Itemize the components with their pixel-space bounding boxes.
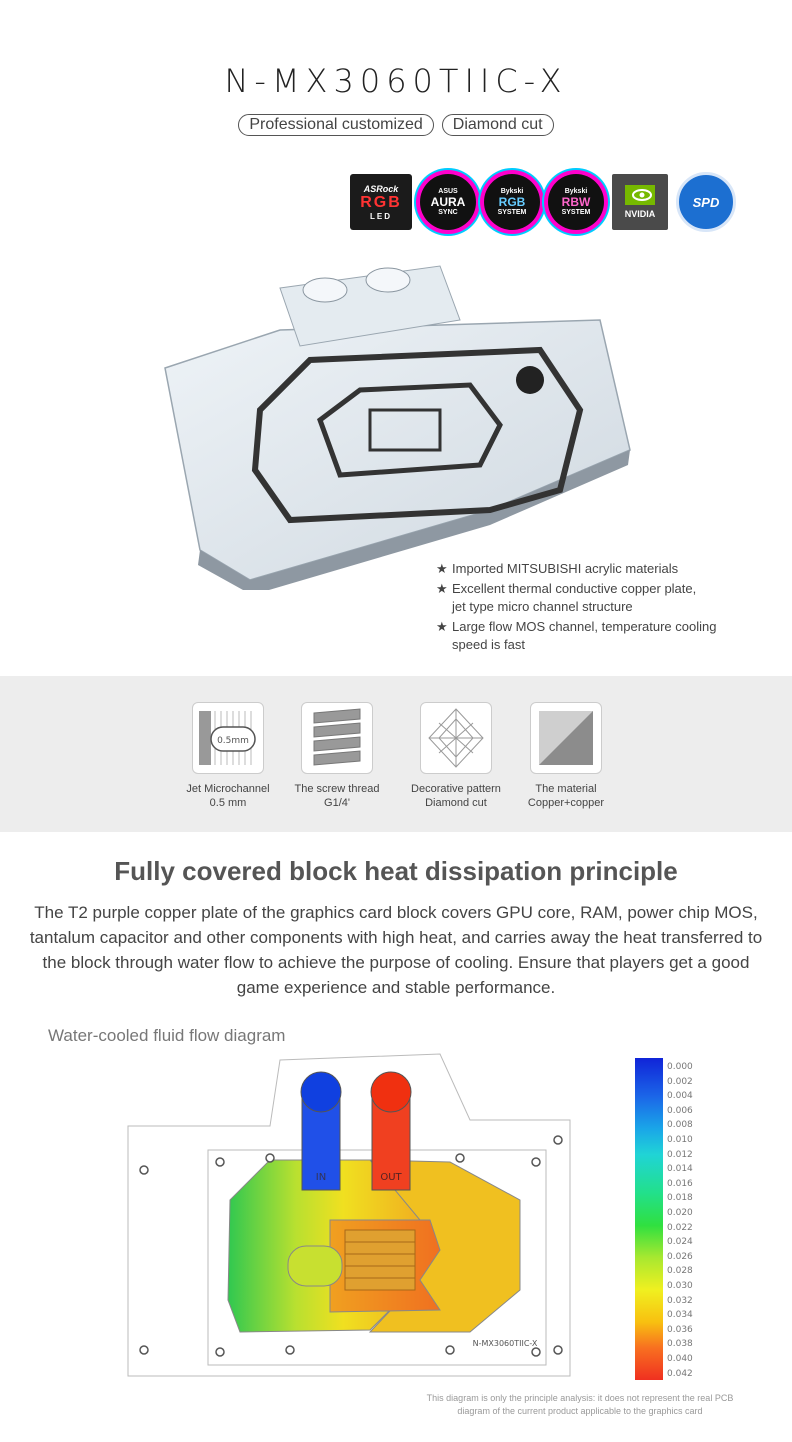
legend-tick-label: 0.010 <box>667 1135 693 1145</box>
feature-item <box>436 580 716 616</box>
spec-label: The material <box>535 783 597 795</box>
feature-text-cont: speed is fast <box>452 637 525 652</box>
pill-professional: Professional customized <box>238 114 433 136</box>
spd-logo <box>676 172 736 232</box>
legend-tick-label: 0.002 <box>667 1076 693 1087</box>
legend-tick-label: 0.008 <box>667 1120 693 1131</box>
logo-text: ASUS <box>438 188 458 195</box>
water-block-product-image <box>160 250 640 590</box>
logo-text: SYNC <box>438 209 458 216</box>
star-icon: ★ <box>436 619 448 634</box>
disclaimer-line: diagram of the current product applicable to the graphics card <box>457 1406 703 1416</box>
legend-tick-label: 0.024 <box>667 1237 693 1248</box>
logo-text: SYSTEM <box>561 209 591 216</box>
diagram-disclaimer <box>380 1392 780 1418</box>
color-scale-bar <box>635 1058 663 1380</box>
legend-tick-label: 0.042 <box>667 1368 693 1379</box>
feature-text: Excellent thermal conductive copper plate, <box>452 581 697 596</box>
feature-text: Imported MITSUBISHI acrylic materials <box>452 561 679 576</box>
nvidia-eye-icon <box>625 185 655 205</box>
microchannel-icon <box>192 702 264 774</box>
spec-value: 0.5 mm <box>209 797 247 809</box>
legend-tick-label: 0.026 <box>667 1251 693 1262</box>
disclaimer-line: This diagram is only the principle analysis: it does not represent the real PCB <box>426 1393 734 1403</box>
spec-value: Diamond cut <box>425 797 487 809</box>
logo-text: ASRock <box>363 183 399 194</box>
compatibility-logos <box>350 172 736 232</box>
asrock-rgb-logo <box>350 174 412 230</box>
spec-label: Jet Microchannel <box>186 783 270 795</box>
legend-tick-label: 0.032 <box>667 1295 693 1306</box>
diagram-title: Water-cooled fluid flow diagram <box>48 1026 286 1045</box>
logo-text: RBW <box>561 195 591 209</box>
legend-tick-label: 0.036 <box>667 1324 693 1335</box>
spec-label: The screw thread <box>294 783 380 795</box>
logo-text: RGB <box>498 195 526 209</box>
legend-tick-label: 0.014 <box>667 1164 693 1175</box>
spec-value: Copper+copper <box>527 797 605 809</box>
logo-text: Bykski <box>564 188 588 195</box>
spec-value: G1/4' <box>324 797 350 809</box>
section-heading: Fully covered block heat dissipation principle <box>114 856 678 886</box>
nvidia-logo <box>612 174 668 230</box>
feature-item <box>436 560 716 578</box>
asus-aura-logo <box>420 174 476 230</box>
legend-tick-label: 0.028 <box>667 1266 693 1277</box>
spec-band <box>0 676 792 832</box>
tagline-pills <box>0 114 792 136</box>
legend-tick-label: 0.020 <box>667 1208 693 1218</box>
product-title: N-MX3060TIIC-X <box>224 62 568 100</box>
feature-list <box>436 560 716 656</box>
spec-screw-thread <box>282 702 392 810</box>
feature-item <box>436 618 716 654</box>
section-paragraph: The T2 purple copper plate of the graphics card block covers GPU core, RAM, power chip MOS, tantalum capacitor and other components with high heat, and carries away the heat transferred to the block through water flow to achieve the purpose of cooling. Ensure that players get a good game experience and stable performance. <box>29 903 763 997</box>
screw-thread-graphic <box>302 703 372 773</box>
legend-tick-label: 0.000 <box>667 1062 693 1072</box>
model-label: N-MX3060TIIC-X <box>472 1339 538 1348</box>
legend-tick-label: 0.030 <box>667 1281 693 1291</box>
diamond-icon <box>420 702 492 774</box>
logo-text: SYSTEM <box>497 209 527 216</box>
microchannel-graphic <box>193 703 263 773</box>
spec-decorative <box>401 702 511 810</box>
spec-microchannel <box>173 702 283 810</box>
spec-label: Decorative pattern <box>411 783 501 795</box>
logo-text: LED <box>370 211 392 221</box>
microchannel-size-label: 0.5mm <box>217 736 249 746</box>
diamond-graphic <box>421 703 491 773</box>
logo-text: Bykski <box>500 188 524 195</box>
pill-diamond-cut: Diamond cut <box>442 114 554 136</box>
legend-tick-label: 0.040 <box>667 1354 693 1364</box>
bykski-rbw-logo <box>548 174 604 230</box>
star-icon: ★ <box>436 581 448 596</box>
material-graphic <box>531 703 601 773</box>
legend-tick-label: 0.034 <box>667 1310 693 1321</box>
logo-text: SPD <box>692 194 720 210</box>
legend-tick-label: 0.016 <box>667 1178 693 1189</box>
feature-text-cont: jet type micro channel structure <box>452 599 633 614</box>
bykski-rgb-logo <box>484 174 540 230</box>
star-icon: ★ <box>436 561 448 576</box>
legend-tick-label: 0.012 <box>667 1149 693 1160</box>
feature-text: Large flow MOS channel, temperature cooling <box>452 619 717 634</box>
screw-thread-icon <box>301 702 373 774</box>
legend-tick-label: 0.018 <box>667 1193 693 1204</box>
logo-text: RGB <box>360 193 402 211</box>
inlet-label: IN <box>315 1172 327 1183</box>
outlet-label: OUT <box>380 1172 402 1183</box>
legend-tick-label: 0.006 <box>667 1105 693 1116</box>
legend-tick-label: 0.022 <box>667 1222 693 1233</box>
logo-text: AURA <box>430 195 466 209</box>
legend-tick-label: 0.004 <box>667 1091 693 1102</box>
fluid-flow-diagram <box>120 1050 590 1390</box>
legend-tick-label: 0.038 <box>667 1339 693 1350</box>
material-icon <box>530 702 602 774</box>
spec-material <box>511 702 621 810</box>
logo-text: NVIDIA <box>624 209 656 219</box>
